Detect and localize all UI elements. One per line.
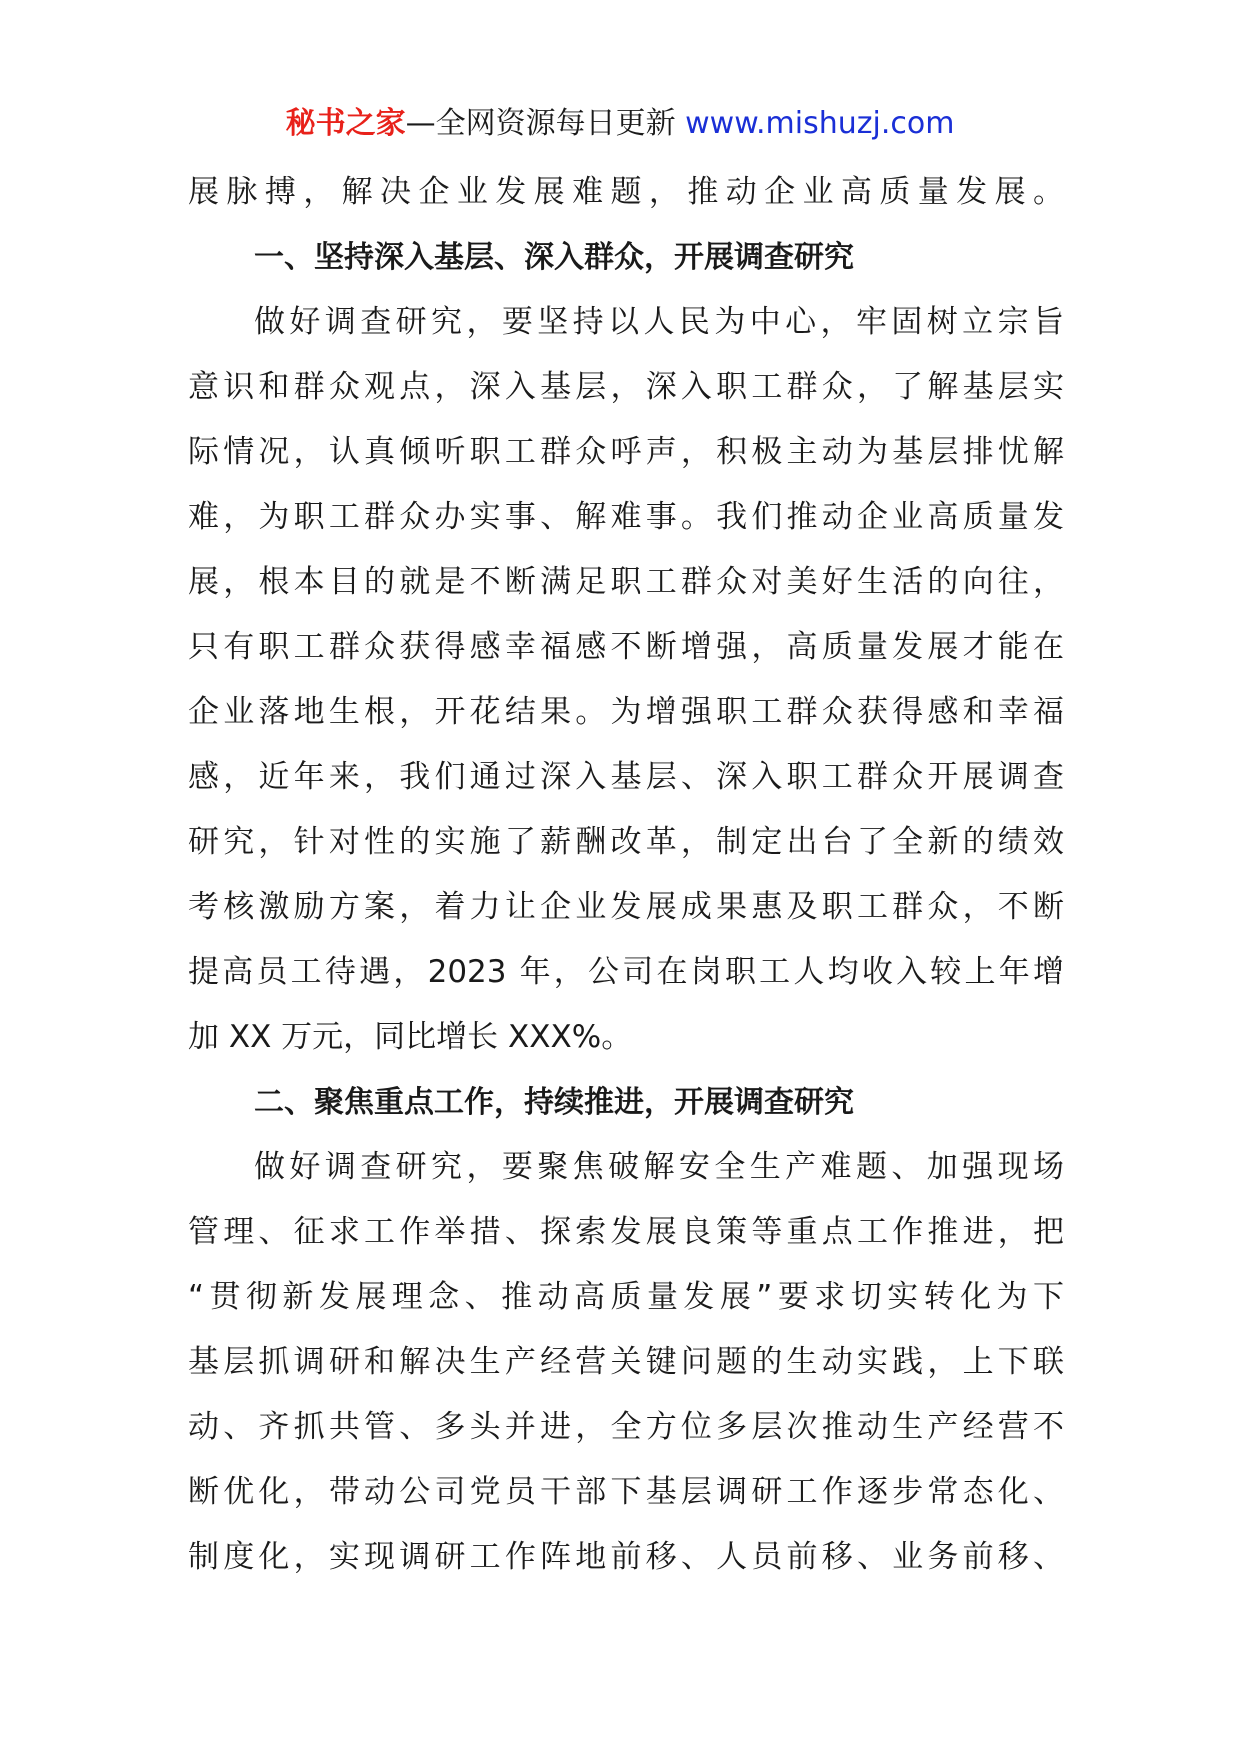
- brand-name[interactable]: 秘书之家: [285, 106, 406, 141]
- text-line: “贯彻新发展理念、推动高质量发展”要求切实转化为下: [188, 1279, 1064, 1315]
- paragraph-first-line: 做好调查研究，要聚焦破解安全生产难题、加强现场: [254, 1149, 1064, 1185]
- section-heading-2: 二、聚焦重点工作，持续推进，开展调查研究: [254, 1085, 854, 1120]
- text-line: 意识和群众观点，深入基层，深入职工群众，了解基层实: [188, 369, 1064, 405]
- text-line: 加 XX 万元，同比增长 XXX%。: [188, 1019, 633, 1055]
- text-line: 管理、征求工作举措、探索发展良策等重点工作推进，把: [188, 1214, 1064, 1250]
- document-body: [188, 160, 1064, 1590]
- text-line: 断优化，带动公司党员干部下基层调研工作逐步常态化、: [188, 1474, 1064, 1510]
- text-line: 基层抓调研和解决生产经营关键问题的生动实践，上下联: [188, 1344, 1064, 1380]
- text-line: 难，为职工群众办实事、解难事。我们推动企业高质量发: [188, 499, 1064, 535]
- text-line: 展，根本目的就是不断满足职工群众对美好生活的向往，: [188, 564, 1064, 600]
- text-line: 动、齐抓共管、多头并进，全方位多层次推动生产经营不: [188, 1409, 1064, 1445]
- text-line: 展脉搏，解决企业发展难题，推动企业高质量发展。: [188, 174, 1064, 210]
- section-heading-1: 一、坚持深入基层、深入群众，开展调查研究: [254, 240, 854, 275]
- page-header: [0, 100, 1240, 148]
- text-line: 只有职工群众获得感幸福感不断增强，高质量发展才能在: [188, 629, 1064, 665]
- text-line: 研究，针对性的实施了薪酬改革，制定出台了全新的绩效: [188, 824, 1064, 860]
- header-slogan: —全网资源每日更新: [405, 106, 676, 141]
- site-url-link[interactable]: www.mishuzj.com: [685, 106, 955, 141]
- paragraph-first-line: 做好调查研究，要坚持以人民为中心，牢固树立宗旨: [254, 304, 1064, 340]
- text-line: 感，近年来，我们通过深入基层、深入职工群众开展调查: [188, 759, 1064, 795]
- text-line: 制度化，实现调研工作阵地前移、人员前移、业务前移、: [188, 1539, 1064, 1575]
- text-line: 提高员工待遇，2023 年，公司在岗职工人均收入较上年增: [188, 954, 1064, 990]
- text-line: 企业落地生根，开花结果。为增强职工群众获得感和幸福: [188, 694, 1064, 730]
- text-line: 考核激励方案，着力让企业发展成果惠及职工群众，不断: [188, 889, 1064, 925]
- text-line: 际情况，认真倾听职工群众呼声，积极主动为基层排忧解: [188, 434, 1064, 470]
